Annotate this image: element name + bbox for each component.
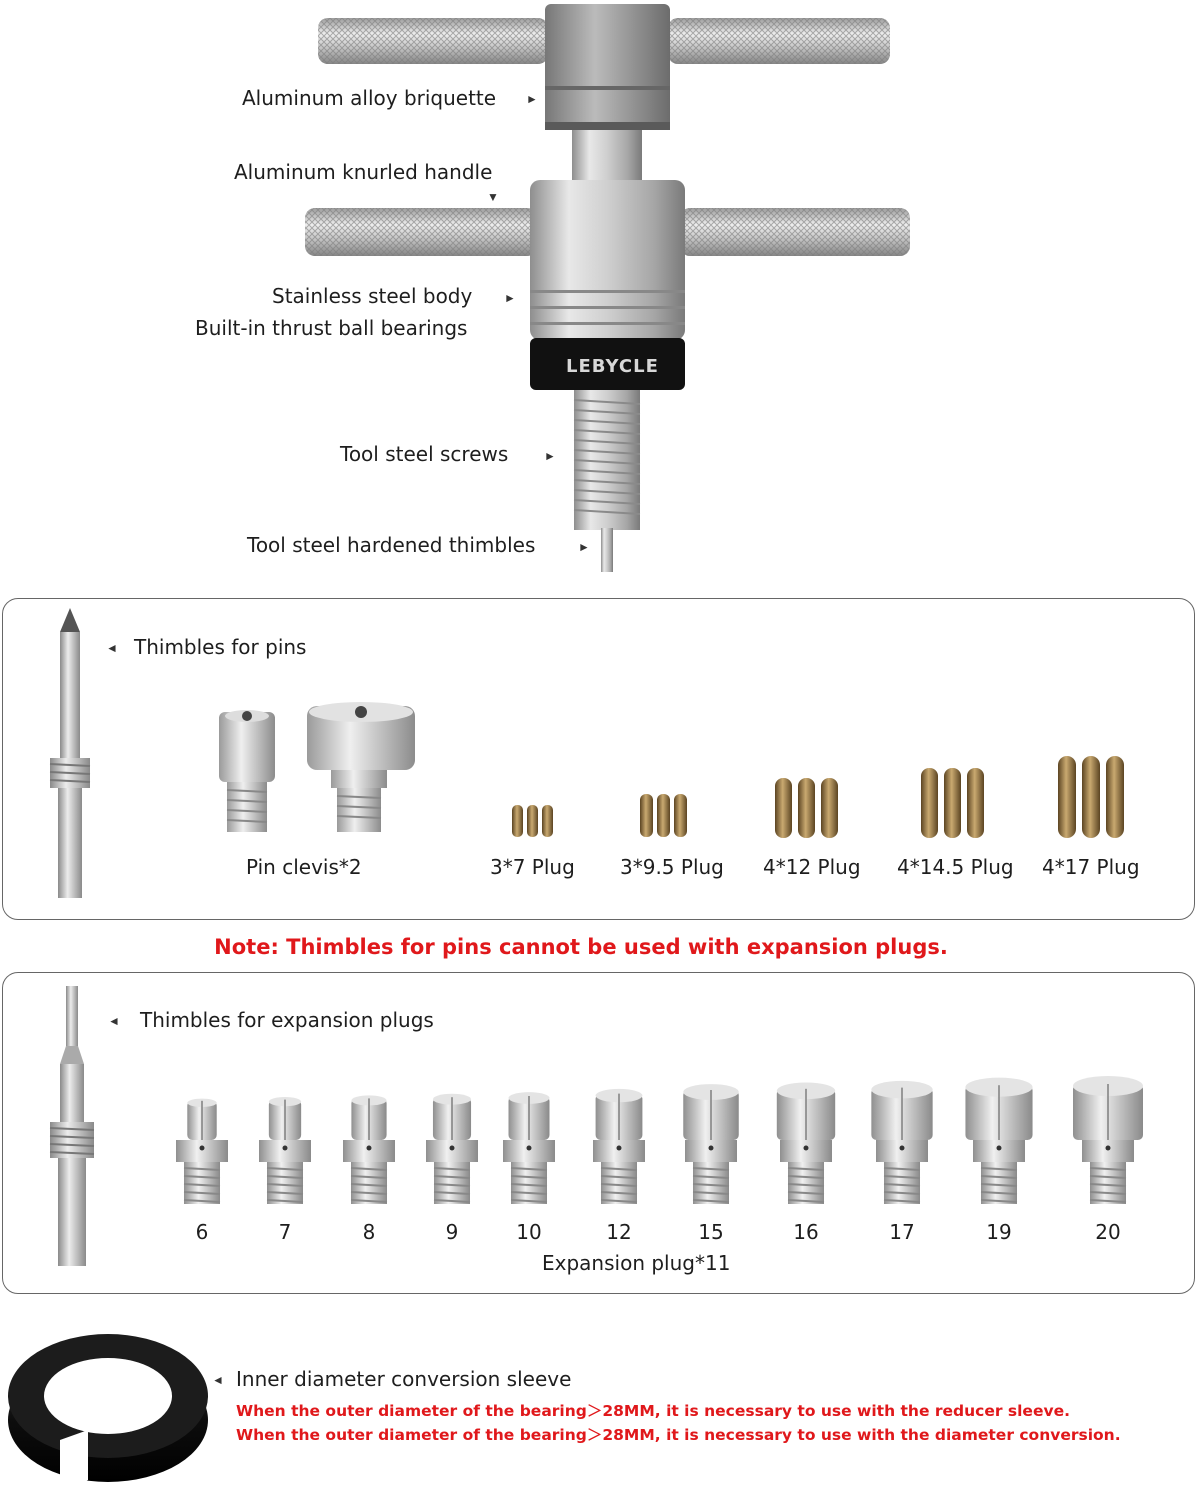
sleeve-heading: Inner diameter conversion sleeve [236, 1367, 572, 1391]
plug-caption: 4*14.5 Plug [897, 855, 1014, 879]
expansion-plug [965, 1078, 1032, 1204]
label-knurled-handle: Aluminum knurled handle [234, 160, 493, 184]
plug-caption: 3*7 Plug [490, 855, 575, 879]
plug-caption: 3*9.5 Plug [620, 855, 724, 879]
size-label: 9 [445, 1220, 459, 1244]
brand-logo: LEBYCLE [566, 356, 659, 377]
bearing-tool-illustration [0, 0, 1197, 590]
pins-heading: Thimbles for pins [134, 635, 307, 659]
label-briquette: Aluminum alloy briquette [242, 86, 497, 110]
label-bearings: Built-in thrust ball bearings [195, 316, 468, 340]
expansion-heading: Thimbles for expansion plugs [140, 1008, 434, 1032]
arrow-left-icon: ◄ [106, 641, 118, 655]
size-label: 20 [1095, 1220, 1121, 1244]
arrow-right-icon: ► [544, 449, 556, 463]
sleeve-note-1: When the outer diameter of the bearing＞28MM, it is necessary to use with the reducer sleeve. [236, 1402, 1070, 1420]
pin-clevis-image [215, 704, 435, 834]
label-thimbles: Tool steel hardened thimbles [247, 533, 536, 557]
arrow-right-icon: ► [578, 540, 590, 554]
expansion-plug [593, 1089, 645, 1204]
pin-thimble-image [40, 608, 100, 908]
expansion-plug [871, 1081, 932, 1204]
arrow-left-icon: ◄ [212, 1373, 224, 1387]
sleeve-note-2: When the outer diameter of the bearing＞28MM, it is necessary to use with the diameter conversion. [236, 1426, 1121, 1444]
size-label: 17 [889, 1220, 915, 1244]
size-label: 12 [606, 1220, 632, 1244]
expansion-thimble-image [42, 986, 102, 1286]
expansion-plug [426, 1094, 478, 1204]
briquette-shape [545, 4, 670, 130]
size-label: 7 [278, 1220, 292, 1244]
arrow-right-icon: ► [526, 92, 538, 106]
size-label: 15 [698, 1220, 724, 1244]
expansion-plugs-image [160, 1074, 1160, 1214]
size-label: 16 [793, 1220, 819, 1244]
label-body: Stainless steel body [272, 284, 473, 308]
arrow-right-icon: ► [504, 291, 516, 305]
plug-sets-image [500, 750, 1160, 870]
size-label: 8 [362, 1220, 376, 1244]
expansion-plug [1073, 1076, 1143, 1204]
plug-caption: 4*12 Plug [763, 855, 861, 879]
expansion-plug [683, 1084, 739, 1204]
expansion-plug [176, 1099, 228, 1204]
expansion-plug [777, 1082, 835, 1204]
expansion-plug [259, 1097, 311, 1204]
warning-note: Note: Thimbles for pins cannot be used with expansion plugs. [214, 935, 948, 959]
pin-clevis-caption: Pin clevis*2 [246, 855, 362, 879]
expansion-plug [503, 1092, 555, 1204]
size-label: 19 [986, 1220, 1012, 1244]
expansion-caption: Expansion plug*11 [542, 1251, 731, 1275]
size-label: 10 [516, 1220, 542, 1244]
expansion-plug [343, 1095, 395, 1204]
arrow-down-icon: ▼ [487, 190, 499, 204]
size-label: 6 [195, 1220, 209, 1244]
label-screws: Tool steel screws [340, 442, 509, 466]
arrow-left-icon: ◄ [108, 1014, 120, 1028]
plug-caption: 4*17 Plug [1042, 855, 1140, 879]
conversion-sleeve-image [0, 1310, 230, 1500]
steel-body [530, 180, 685, 340]
